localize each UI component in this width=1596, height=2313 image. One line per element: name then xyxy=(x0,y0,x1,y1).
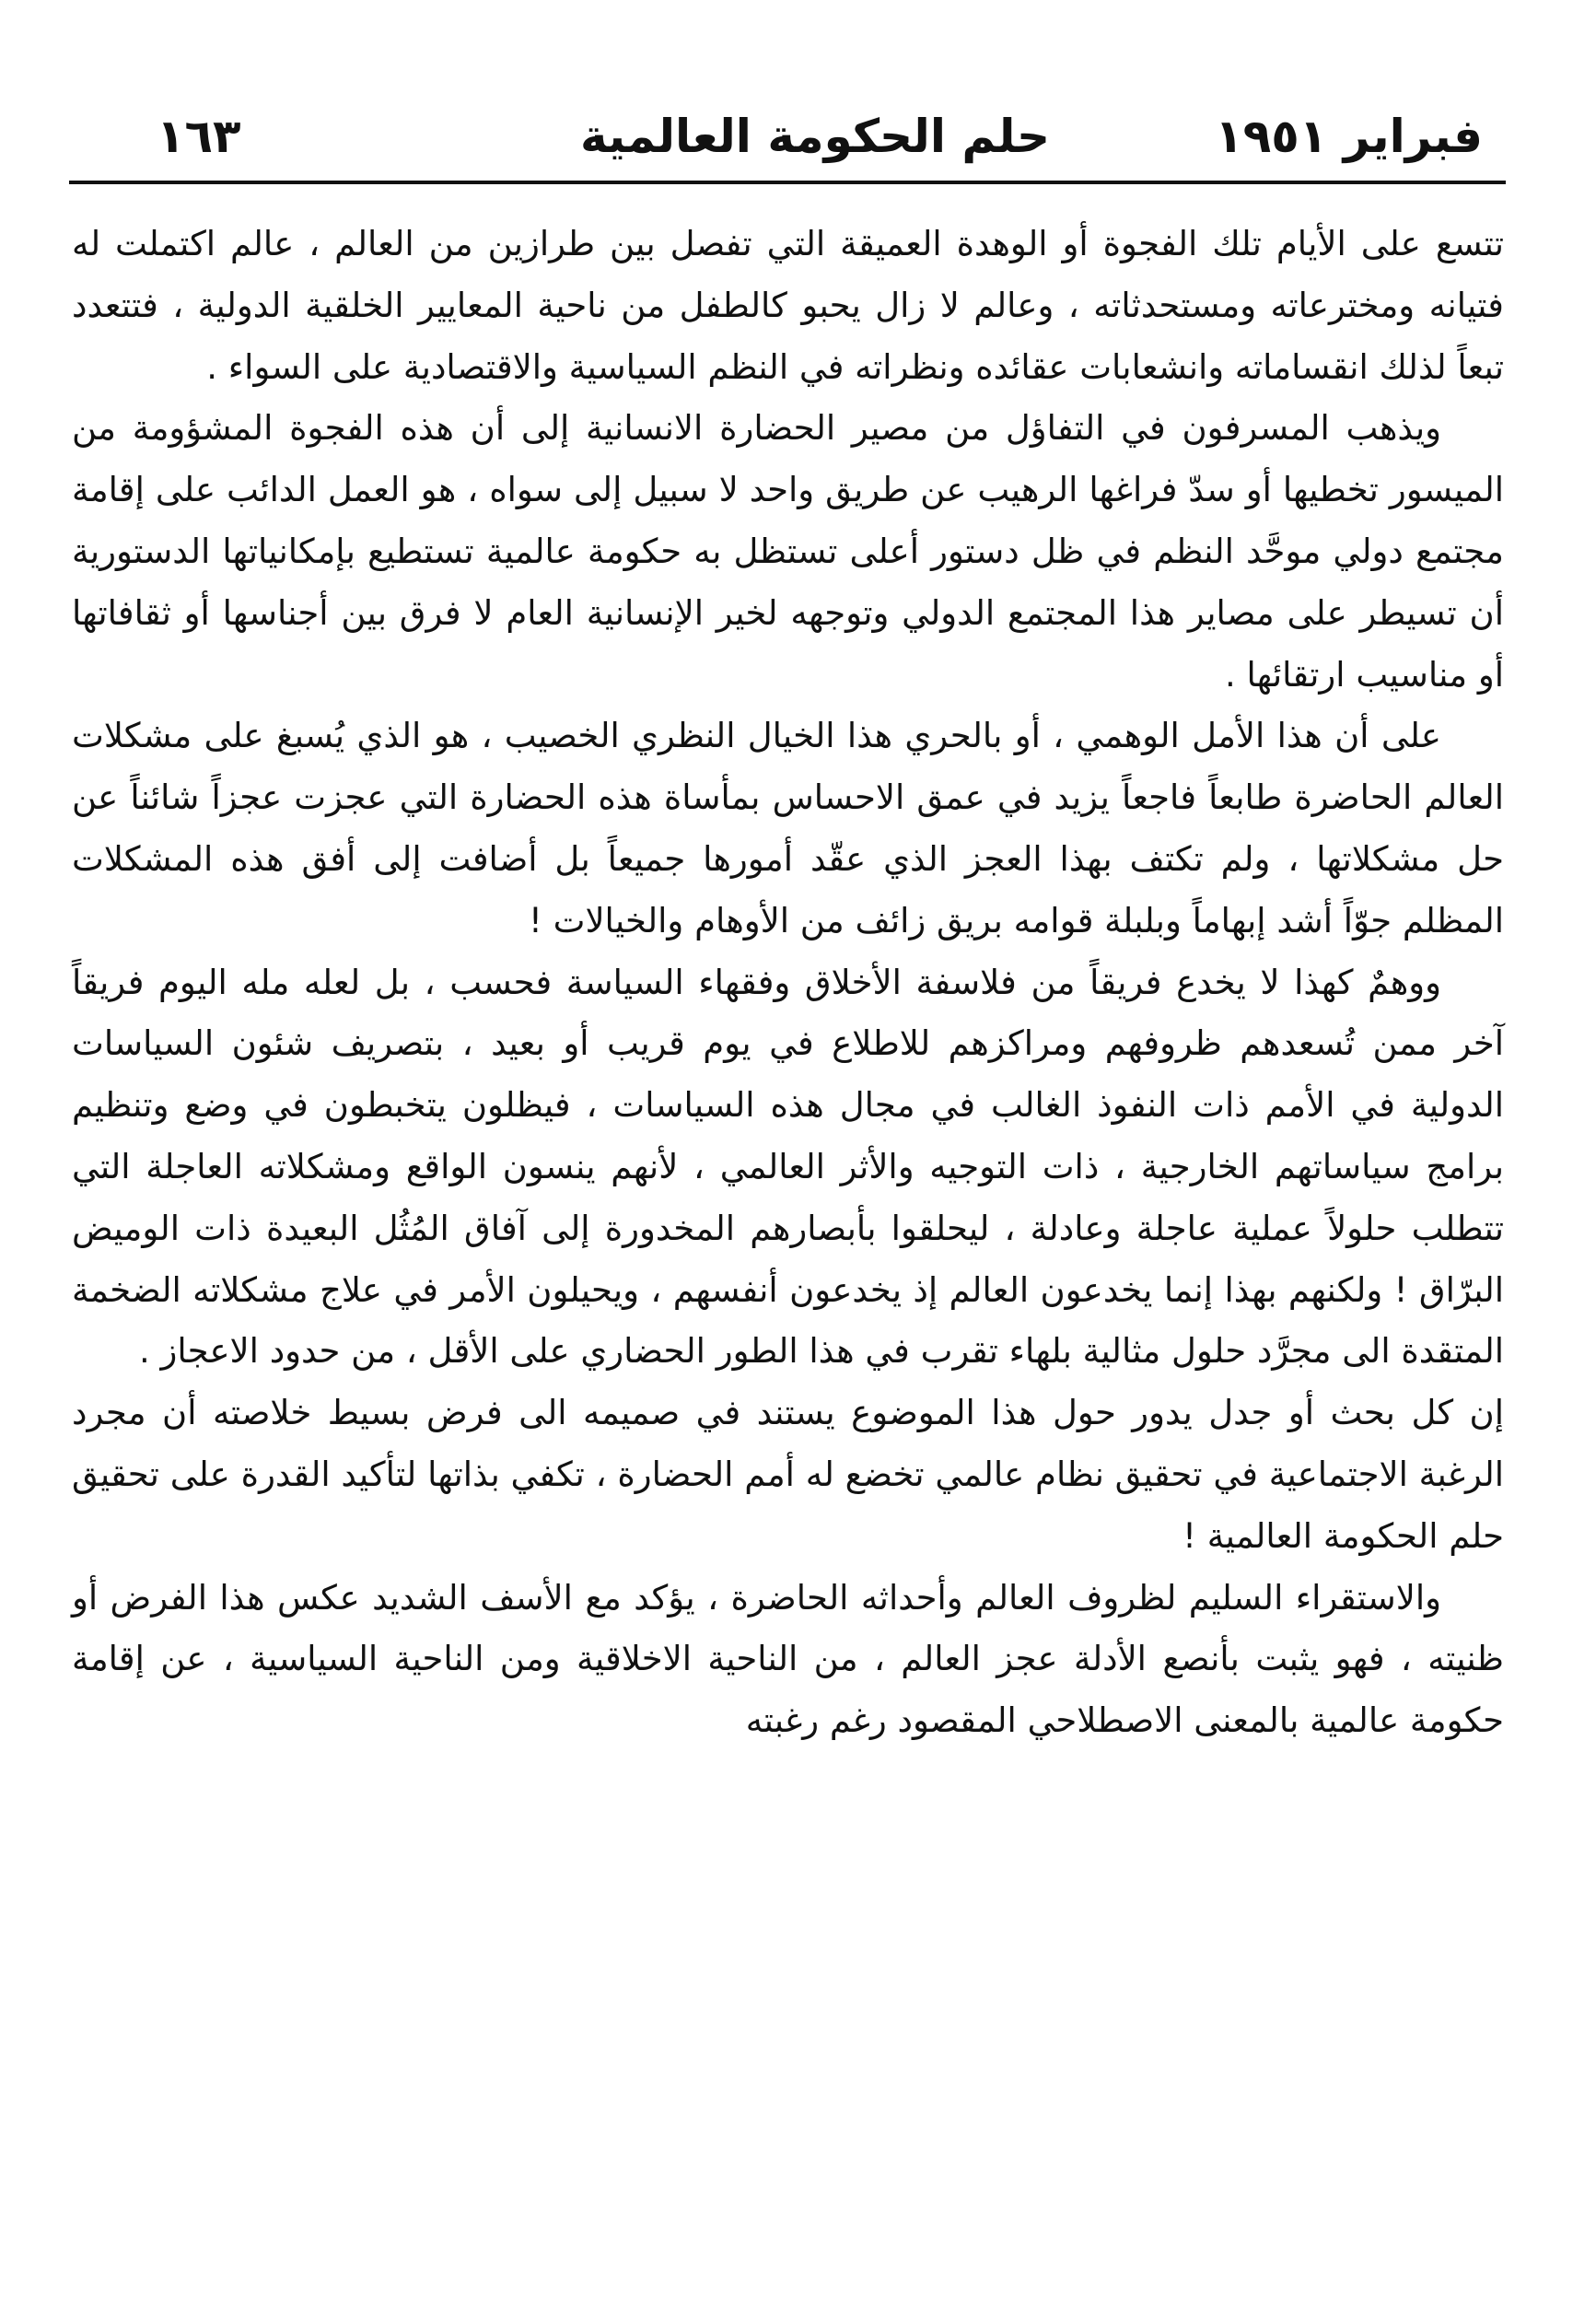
article-body xyxy=(72,214,1504,1752)
header-rule xyxy=(69,181,1506,184)
paragraph: والاستقراء السليم لظروف العالم وأحداثه الحاضرة ، يؤكد مع الأسف الشديد عكس هذا الفرض أو ظنيته ، فهو يثبت بأنصع الأدلة عجز العالم ، من الناحية الاخلاقية ومن الناحية السياسية ، عن إقامة حكومة عالمية بالمعنى الاصطلاحي المقصود رغم رغبته xyxy=(72,1577,1504,1741)
paragraph: ووهمٌ كهذا لا يخدع فريقاً من فلاسفة الأخلاق وفقهاء السياسة فحسب ، بل لعله مله اليوم فريقاً آخر ممن تُسعدهم ظروفهم ومراكزهم للاطلاع في يوم قريب أو بعيد ، بتصريف شئون السياسات الدولية في الأمم ذات النفوذ الغالب في مجال هذه السياسات ، فيظلون يتخبطون في وضع وتنظيم برامج سياساتهم الخارجية ، ذات التوجيه والأثر العالمي ، لأنهم ينسون الواقع ومشكلاته العاجلة التي تتطلب حلولاً عملية عاجلة وعادلة ، ليحلقوا بأبصارهم المخدورة إلى آفاق المُثُل البعيدة ذات الوميض البرّاق ! ولكنهم بهذا إنما يخدعون العالم إذ يخدعون أنفسهم ، ويحيلون الأمر في علاج مشكلاته الضخمة المتقدة الى مجرَّد حلول مثالية بلهاء تقرب في هذا الطور الحضاري على الأقل ، من حدود الاعجاز . xyxy=(72,962,1504,1372)
paragraph: ويذهب المسرفون في التفاؤل من مصير الحضارة الانسانية إلى أن هذه الفجوة المشؤومة من الميسور تخطيها أو سدّ فراغها الرهيب عن طريق واحد لا سبيل إلى سواه ، هو العمل الدائب على إقامة مجتمع دولي موحَّد النظم في ظل دستور أعلى تستظل به حكومة عالمية تستطيع بإمكانياتها الدستورية أن تسيطر على مصاير هذا المجتمع الدولي وتوجهه لخير الإنسانية العام لا فرق بين أجناسها أو ثقافاتها أو مناسيب ارتقائها . xyxy=(72,408,1504,695)
issue-date: فبراير ١٩٥١ xyxy=(1215,110,1483,163)
page-header xyxy=(138,99,1492,173)
paragraph: تتسع على الأيام تلك الفجوة أو الوهدة العميقة التي تفصل بين طرازين من العالم ، عالم اكتملت له فتيانه ومخترعاته ومستحدثاته ، وعالم لا زال يحبو كالطفل من ناحية المعايير الخلقية الدولية ، فتتعدد تبعاً لذلك انقساماته وانشعابات عقائده ونظراته في النظم السياسية والاقتصادية على السواء . xyxy=(72,224,1504,387)
page-number: ١٦٣ xyxy=(157,110,241,163)
running-title: حلم الحكومة العالمية xyxy=(579,110,1051,163)
paragraph: إن كل بحث أو جدل يدور حول هذا الموضوع يستند في صميمه الى فرض بسيط خلاصته أن مجرد الرغبة الاجتماعية في تحقيق نظام عالمي تخضع له أمم الحضارة ، تكفي بذاتها لتأكيد القدرة على تحقيق حلم الحكومة العالمية ! xyxy=(72,1393,1504,1556)
paragraph: على أن هذا الأمل الوهمي ، أو بالحري هذا الخيال النظري الخصيب ، هو الذي يُسبغ على مشكلات العالم الحاضرة طابعاً فاجعاً يزيد في عمق الاحساس بمأساة هذه الحضارة التي عجزت عجزاً شائناً عن حل مشكلاتها ، ولم تكتف بهذا العجز الذي عقّد أمورها جميعاً بل أضافت إلى أفق هذه المشكلات المظلم جوّاً أشد إبهاماً وبلبلة قوامه بريق زائف من الأوهام والخيالات ! xyxy=(72,716,1504,940)
